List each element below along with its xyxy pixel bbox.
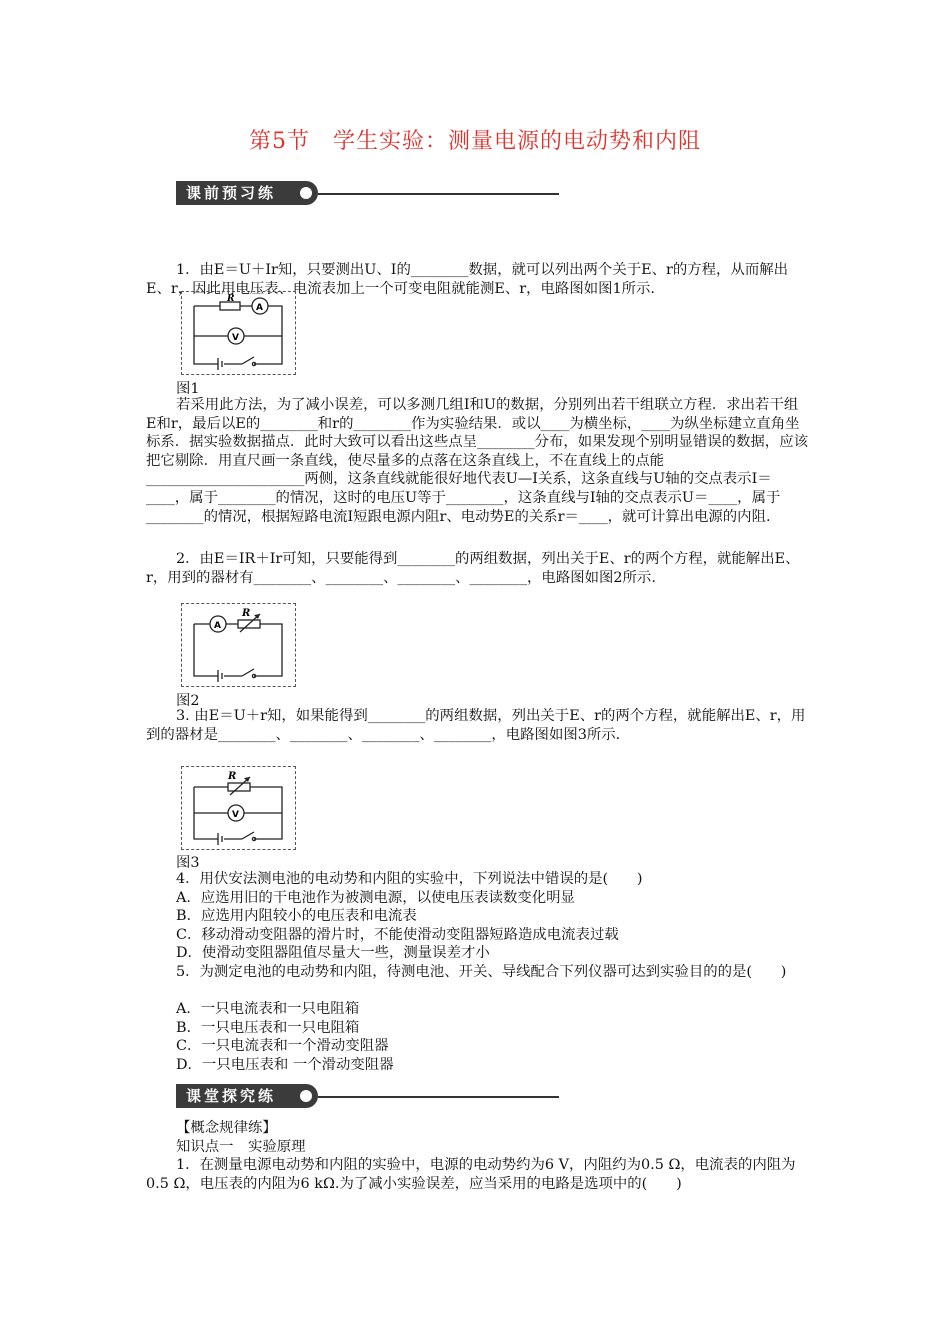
resistor-label: R: [227, 294, 235, 304]
banner-dot-icon: [300, 187, 312, 199]
figure-3-caption: 图3: [176, 855, 200, 871]
paragraph-1: 1．由E＝U＋Ir知，只要测出U、I的________数据，就可以列出两个关于E、r的方程，从而解出E、r，因此用电压表、电流表加上一个可变电阻就能测E、r，电路图如图1所示.: [146, 262, 789, 297]
banner-dot-icon: [300, 1090, 312, 1102]
banner-rule: [318, 1096, 559, 1098]
paragraph-4: 3. 由E＝U＋r知，如果能得到________的两组数据，列出关于E、r的两个方程，就能解出E、r，用到的器材是________、________、________、________，电路图如图3所示.: [146, 708, 806, 743]
knowledge-point-heading: 知识点一 实验原理: [176, 1139, 306, 1155]
circuit-figure-2: [181, 603, 296, 687]
figure-2-caption: 图2: [176, 693, 200, 709]
question-5-option-c: C．一只电流表和一个滑动变阻器: [176, 1038, 389, 1054]
question-4-option-a: A．应选用旧的干电池作为被测电源，以使电压表读数变化明显: [176, 890, 575, 906]
circuit-figure-3: [181, 766, 296, 850]
question-4-option-d: D．使滑动变阻器阻值尽量大一些，测量误差才小: [176, 945, 490, 961]
banner-rule: [318, 193, 559, 195]
paragraph-3: 2．由E＝IR＋Ir可知，只要能得到________的两组数据，列出关于E、r的两个方程，就能解出E、r，用到的器材有________、________、________、________，电路图如图2所示.: [146, 551, 800, 586]
ammeter-label: A: [256, 303, 263, 313]
resistor-label: R: [228, 771, 237, 782]
question-5: 5．为测定电池的电动势和内阻，待测电池、开关、导线配合下列仪器可达到实验目的的是( ): [176, 964, 787, 980]
section-banner-preview: [176, 181, 559, 207]
question-4: 4．用伏安法测电池的电动势和内阻的实验中，下列说法中错误的是( ): [176, 871, 643, 887]
question-5-option-a: A．一只电流表和一只电阻箱: [176, 1001, 360, 1017]
circuit-diagram-3: [182, 767, 297, 851]
banner-label: 课堂探究练: [176, 1084, 318, 1108]
figure-1-caption: 图1: [176, 381, 200, 397]
circuit-figure-1: [181, 291, 296, 375]
question-5-option-b: B．一只电压表和一只电阻箱: [176, 1020, 360, 1036]
banner-label: 课前预习练: [176, 181, 318, 205]
section-banner-classroom: [176, 1084, 559, 1110]
question-4-option-b: B．应选用内阻较小的电压表和电流表: [176, 908, 417, 924]
circuit-diagram-1: [182, 292, 297, 376]
question-6: 1．在测量电源电动势和内阻的实验中，电源的电动势约为6 V，内阻约为0.5 Ω，电流表的内阻为0.5 Ω，电压表的内阻为6 kΩ.为了减小实验误差，应当采用的电路是选项中的( ): [146, 1157, 796, 1192]
paragraph-2: 若采用此方法，为了减小误差，可以多测几组I和U的数据，分别列出若干组联立方程．求出若干组E和r，最后以E的________和r的________作为实验结果．或以____为横坐标，____为纵坐标建立直角坐标系．据实验数据描点．此时大致可以看出这些点呈________分布，如果发现个别明显错误的数据，应该把它剔除．用直尺画一条直线，使尽量多的点落在这条直线上，不在直线上的点能______________________两侧，这条直线就能很好地代表U—I关系，这条直线与U轴的交点表示I＝____，属于________的情况，这时的电压U等于________，这条直线与I轴的交点表示U＝____，属于________的情况，根据短路电流I短跟电源内阻r、电动势E的关系r＝____，就可计算出电源的内阻.: [146, 397, 808, 525]
question-5-option-d: D．一只电压表和 一个滑动变阻器: [176, 1057, 394, 1073]
voltmeter-label: V: [232, 333, 239, 343]
voltmeter-label: V: [232, 810, 239, 820]
resistor-label: R: [242, 608, 251, 619]
ammeter-label: A: [214, 621, 221, 631]
section-heading: 【概念规律练】: [176, 1120, 277, 1136]
circuit-diagram-2: [182, 604, 297, 688]
page-title: 第5节 学生实验：测量电源的电动势和内阻: [249, 129, 701, 154]
question-4-option-c: C．移动滑动变阻器的滑片时，不能使滑动变阻器短路造成电流表过载: [176, 927, 619, 943]
